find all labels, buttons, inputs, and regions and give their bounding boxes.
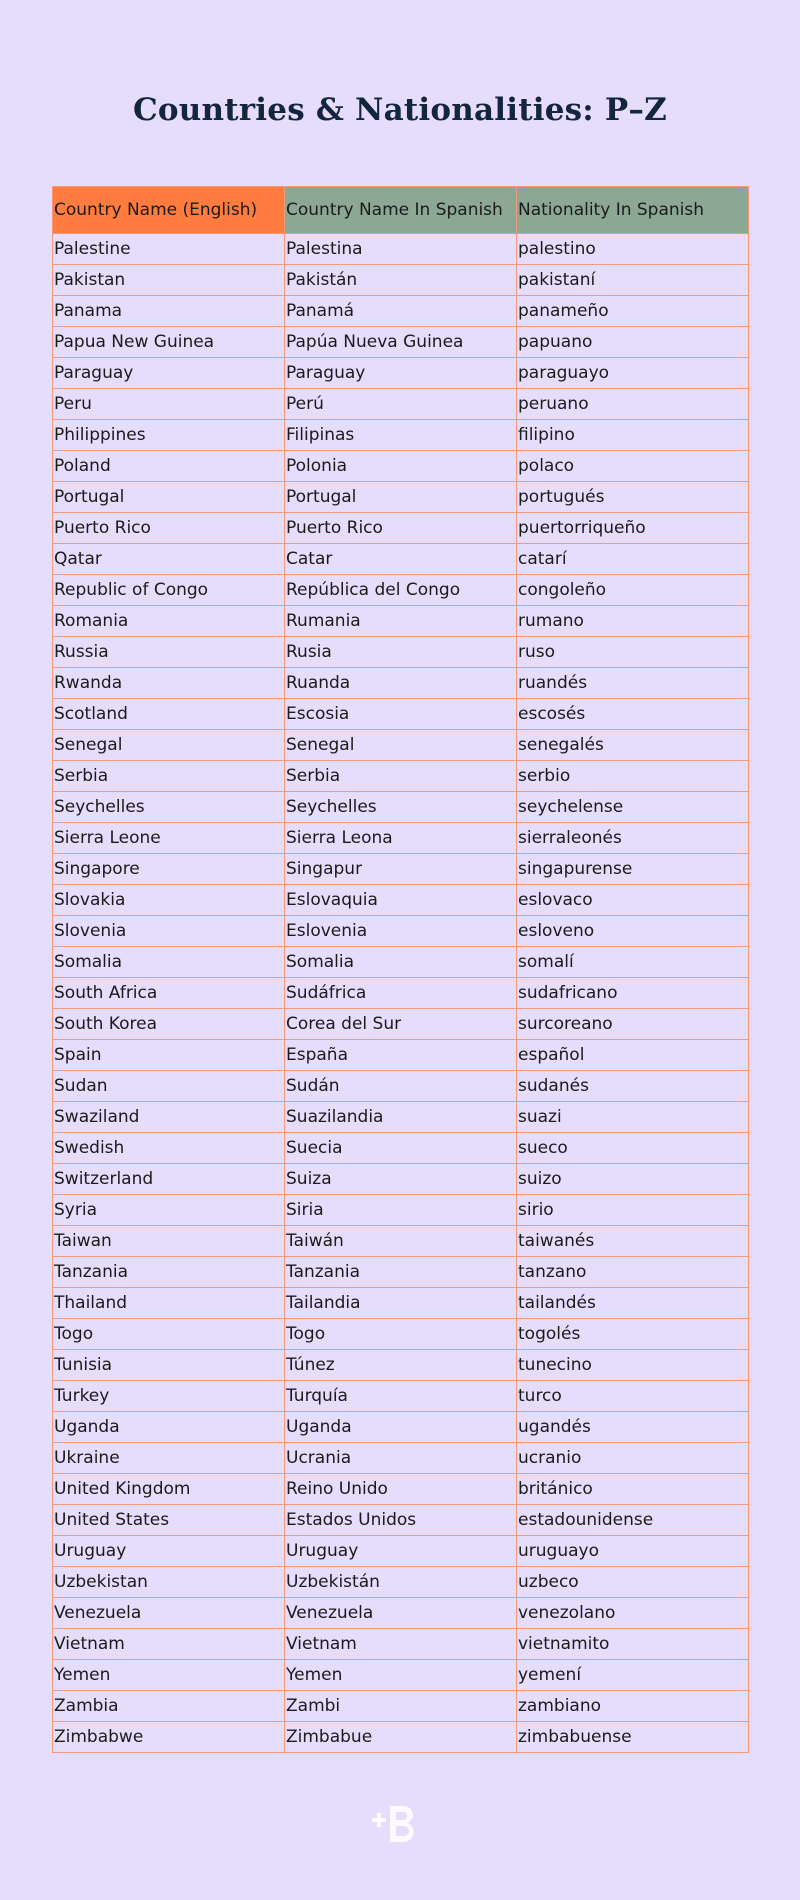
- cell-country-spanish: Uganda: [285, 1412, 517, 1443]
- cell-country-spanish: Suiza: [285, 1164, 517, 1195]
- cell-country-spanish: Eslovaquia: [285, 885, 517, 916]
- cell-nationality-spanish: yemení: [517, 1660, 749, 1691]
- cell-nationality-spanish: turco: [517, 1381, 749, 1412]
- table-row: [53, 1071, 749, 1102]
- table-row: [53, 389, 749, 420]
- cell-nationality-spanish: senegalés: [517, 730, 749, 761]
- table-row: [53, 1040, 749, 1071]
- cell-nationality-spanish: puertorriqueño: [517, 513, 749, 544]
- cell-nationality-spanish: uzbeco: [517, 1567, 749, 1598]
- cell-nationality-spanish: ruso: [517, 637, 749, 668]
- cell-country-spanish: Ucrania: [285, 1443, 517, 1474]
- cell-nationality-spanish: venezolano: [517, 1598, 749, 1629]
- table-row: [53, 482, 749, 513]
- cell-country-spanish: Tanzania: [285, 1257, 517, 1288]
- cell-country-spanish: Filipinas: [285, 420, 517, 451]
- cell-nationality-spanish: serbio: [517, 761, 749, 792]
- cell-country-english: Singapore: [53, 854, 285, 885]
- cell-nationality-spanish: zimbabuense: [517, 1722, 749, 1753]
- cell-nationality-spanish: taiwanés: [517, 1226, 749, 1257]
- cell-country-english: Slovakia: [53, 885, 285, 916]
- cell-country-spanish: Ruanda: [285, 668, 517, 699]
- cell-country-spanish: Puerto Rico: [285, 513, 517, 544]
- cell-country-english: Palestine: [53, 234, 285, 265]
- cell-country-english: Serbia: [53, 761, 285, 792]
- cell-country-spanish: Sierra Leona: [285, 823, 517, 854]
- cell-nationality-spanish: peruano: [517, 389, 749, 420]
- cell-nationality-spanish: sierraleonés: [517, 823, 749, 854]
- plus-b-logo-icon: [370, 1800, 430, 1844]
- table-row: [53, 885, 749, 916]
- cell-nationality-spanish: surcoreano: [517, 1009, 749, 1040]
- cell-nationality-spanish: uruguayo: [517, 1536, 749, 1567]
- cell-country-spanish: España: [285, 1040, 517, 1071]
- cell-country-spanish: Panamá: [285, 296, 517, 327]
- cell-nationality-spanish: escosés: [517, 699, 749, 730]
- cell-country-spanish: Rumania: [285, 606, 517, 637]
- table-row: [53, 1443, 749, 1474]
- cell-country-english: Portugal: [53, 482, 285, 513]
- cell-nationality-spanish: zambiano: [517, 1691, 749, 1722]
- cell-country-english: Slovenia: [53, 916, 285, 947]
- table-row: [53, 327, 749, 358]
- cell-country-english: Spain: [53, 1040, 285, 1071]
- cell-country-spanish: Vietnam: [285, 1629, 517, 1660]
- table-row: [53, 1536, 749, 1567]
- table-row: [53, 978, 749, 1009]
- table-row: [53, 1722, 749, 1753]
- cell-country-spanish: Sudán: [285, 1071, 517, 1102]
- cell-country-english: Venezuela: [53, 1598, 285, 1629]
- cell-nationality-spanish: sueco: [517, 1133, 749, 1164]
- cell-nationality-spanish: sudanés: [517, 1071, 749, 1102]
- cell-nationality-spanish: sirio: [517, 1195, 749, 1226]
- cell-country-english: Tunisia: [53, 1350, 285, 1381]
- cell-country-spanish: Uzbekistán: [285, 1567, 517, 1598]
- cell-country-english: Tanzania: [53, 1257, 285, 1288]
- cell-country-spanish: Somalia: [285, 947, 517, 978]
- cell-nationality-spanish: pakistaní: [517, 265, 749, 296]
- cell-nationality-spanish: papuano: [517, 327, 749, 358]
- cell-country-spanish: Serbia: [285, 761, 517, 792]
- cell-country-english: Zambia: [53, 1691, 285, 1722]
- cell-nationality-spanish: suizo: [517, 1164, 749, 1195]
- cell-country-spanish: Seychelles: [285, 792, 517, 823]
- table-row: [53, 234, 749, 265]
- cell-country-english: Romania: [53, 606, 285, 637]
- cell-country-english: Seychelles: [53, 792, 285, 823]
- countries-table: [52, 186, 749, 1753]
- cell-country-english: Scotland: [53, 699, 285, 730]
- cell-country-spanish: Turquía: [285, 1381, 517, 1412]
- cell-country-spanish: Zimbabue: [285, 1722, 517, 1753]
- cell-country-english: Pakistan: [53, 265, 285, 296]
- table-row: [53, 1629, 749, 1660]
- table-row: [53, 358, 749, 389]
- cell-nationality-spanish: polaco: [517, 451, 749, 482]
- table-row: [53, 1660, 749, 1691]
- cell-country-english: United Kingdom: [53, 1474, 285, 1505]
- cell-country-english: United States: [53, 1505, 285, 1536]
- cell-country-spanish: Zambi: [285, 1691, 517, 1722]
- cell-country-spanish: Papúa Nueva Guinea: [285, 327, 517, 358]
- cell-country-spanish: Estados Unidos: [285, 1505, 517, 1536]
- cell-country-spanish: Togo: [285, 1319, 517, 1350]
- table-row: [53, 296, 749, 327]
- cell-country-spanish: Suazilandia: [285, 1102, 517, 1133]
- table-row: [53, 420, 749, 451]
- cell-country-english: Republic of Congo: [53, 575, 285, 606]
- table-row: [53, 1319, 749, 1350]
- cell-country-spanish: Corea del Sur: [285, 1009, 517, 1040]
- table-row: [53, 1195, 749, 1226]
- table-row: [53, 1691, 749, 1722]
- cell-nationality-spanish: palestino: [517, 234, 749, 265]
- cell-country-spanish: Singapur: [285, 854, 517, 885]
- table-row: [53, 730, 749, 761]
- cell-nationality-spanish: tanzano: [517, 1257, 749, 1288]
- cell-country-english: Russia: [53, 637, 285, 668]
- cell-nationality-spanish: eslovaco: [517, 885, 749, 916]
- cell-country-english: Sudan: [53, 1071, 285, 1102]
- cell-country-english: South Africa: [53, 978, 285, 1009]
- cell-nationality-spanish: sudafricano: [517, 978, 749, 1009]
- cell-nationality-spanish: ruandés: [517, 668, 749, 699]
- header-nationality-spanish: Nationality In Spanish: [517, 187, 749, 234]
- cell-nationality-spanish: portugués: [517, 482, 749, 513]
- table-row: [53, 1567, 749, 1598]
- cell-nationality-spanish: esloveno: [517, 916, 749, 947]
- cell-nationality-spanish: tunecino: [517, 1350, 749, 1381]
- cell-nationality-spanish: somalí: [517, 947, 749, 978]
- cell-country-spanish: Eslovenia: [285, 916, 517, 947]
- cell-country-english: Puerto Rico: [53, 513, 285, 544]
- cell-country-spanish: Uruguay: [285, 1536, 517, 1567]
- cell-country-spanish: Rusia: [285, 637, 517, 668]
- table-row: [53, 1350, 749, 1381]
- cell-country-english: Papua New Guinea: [53, 327, 285, 358]
- table-header-row: [53, 187, 749, 234]
- cell-country-spanish: Siria: [285, 1195, 517, 1226]
- cell-nationality-spanish: paraguayo: [517, 358, 749, 389]
- cell-country-english: Switzerland: [53, 1164, 285, 1195]
- cell-country-english: Yemen: [53, 1660, 285, 1691]
- cell-country-english: Syria: [53, 1195, 285, 1226]
- table-row: [53, 916, 749, 947]
- cell-nationality-spanish: congoleño: [517, 575, 749, 606]
- cell-nationality-spanish: británico: [517, 1474, 749, 1505]
- table-row: [53, 451, 749, 482]
- table-row: [53, 1102, 749, 1133]
- cell-country-english: Vietnam: [53, 1629, 285, 1660]
- cell-country-spanish: Perú: [285, 389, 517, 420]
- cell-nationality-spanish: seychelense: [517, 792, 749, 823]
- table-row: [53, 1381, 749, 1412]
- cell-nationality-spanish: tailandés: [517, 1288, 749, 1319]
- table-row: [53, 823, 749, 854]
- cell-nationality-spanish: ucranio: [517, 1443, 749, 1474]
- table-body: [53, 234, 749, 1753]
- table-row: [53, 1288, 749, 1319]
- cell-country-spanish: Sudáfrica: [285, 978, 517, 1009]
- cell-country-english: Philippines: [53, 420, 285, 451]
- table-row: [53, 1226, 749, 1257]
- table-row: [53, 606, 749, 637]
- cell-country-english: South Korea: [53, 1009, 285, 1040]
- cell-country-english: Taiwan: [53, 1226, 285, 1257]
- cell-nationality-spanish: ugandés: [517, 1412, 749, 1443]
- cell-country-spanish: Paraguay: [285, 358, 517, 389]
- cell-country-english: Somalia: [53, 947, 285, 978]
- cell-country-spanish: Yemen: [285, 1660, 517, 1691]
- cell-country-spanish: Suecia: [285, 1133, 517, 1164]
- table-row: [53, 1474, 749, 1505]
- cell-country-english: Qatar: [53, 544, 285, 575]
- cell-nationality-spanish: vietnamito: [517, 1629, 749, 1660]
- header-country-spanish: Country Name In Spanish: [285, 187, 517, 234]
- page-title: Countries & Nationalities: P–Z: [133, 92, 667, 128]
- cell-country-english: Ukraine: [53, 1443, 285, 1474]
- cell-country-english: Uruguay: [53, 1536, 285, 1567]
- cell-country-english: Zimbabwe: [53, 1722, 285, 1753]
- cell-country-spanish: Senegal: [285, 730, 517, 761]
- table-row: [53, 1412, 749, 1443]
- table-row: [53, 265, 749, 296]
- cell-nationality-spanish: togolés: [517, 1319, 749, 1350]
- table-row: [53, 1009, 749, 1040]
- table-row: [53, 699, 749, 730]
- table-row: [53, 947, 749, 978]
- table-row: [53, 1164, 749, 1195]
- table-row: [53, 544, 749, 575]
- cell-country-english: Uzbekistan: [53, 1567, 285, 1598]
- cell-country-english: Peru: [53, 389, 285, 420]
- table-row: [53, 1133, 749, 1164]
- cell-country-english: Turkey: [53, 1381, 285, 1412]
- table-row: [53, 1598, 749, 1629]
- cell-country-spanish: Palestina: [285, 234, 517, 265]
- cell-country-spanish: Tailandia: [285, 1288, 517, 1319]
- cell-nationality-spanish: español: [517, 1040, 749, 1071]
- cell-nationality-spanish: singapurense: [517, 854, 749, 885]
- table-row: [53, 854, 749, 885]
- cell-country-spanish: Portugal: [285, 482, 517, 513]
- table-row: [53, 637, 749, 668]
- cell-country-spanish: Polonia: [285, 451, 517, 482]
- cell-country-english: Paraguay: [53, 358, 285, 389]
- cell-country-english: Panama: [53, 296, 285, 327]
- cell-country-english: Swedish: [53, 1133, 285, 1164]
- cell-country-english: Rwanda: [53, 668, 285, 699]
- cell-country-spanish: República del Congo: [285, 575, 517, 606]
- cell-nationality-spanish: panameño: [517, 296, 749, 327]
- cell-country-spanish: Reino Unido: [285, 1474, 517, 1505]
- cell-country-english: Togo: [53, 1319, 285, 1350]
- cell-country-spanish: Taiwán: [285, 1226, 517, 1257]
- header-country-english: Country Name (English): [53, 187, 285, 234]
- table-row: [53, 1257, 749, 1288]
- cell-country-english: Swaziland: [53, 1102, 285, 1133]
- cell-country-english: Uganda: [53, 1412, 285, 1443]
- cell-nationality-spanish: suazi: [517, 1102, 749, 1133]
- table-row: [53, 513, 749, 544]
- cell-country-spanish: Túnez: [285, 1350, 517, 1381]
- cell-country-english: Sierra Leone: [53, 823, 285, 854]
- cell-country-spanish: Venezuela: [285, 1598, 517, 1629]
- cell-nationality-spanish: estadounidense: [517, 1505, 749, 1536]
- table-row: [53, 792, 749, 823]
- table-row: [53, 668, 749, 699]
- table-row: [53, 575, 749, 606]
- table-row: [53, 761, 749, 792]
- cell-country-spanish: Catar: [285, 544, 517, 575]
- cell-country-english: Senegal: [53, 730, 285, 761]
- cell-country-english: Thailand: [53, 1288, 285, 1319]
- cell-nationality-spanish: filipino: [517, 420, 749, 451]
- cell-country-english: Poland: [53, 451, 285, 482]
- cell-country-spanish: Pakistán: [285, 265, 517, 296]
- table-row: [53, 1505, 749, 1536]
- cell-country-spanish: Escosia: [285, 699, 517, 730]
- cell-nationality-spanish: rumano: [517, 606, 749, 637]
- cell-nationality-spanish: catarí: [517, 544, 749, 575]
